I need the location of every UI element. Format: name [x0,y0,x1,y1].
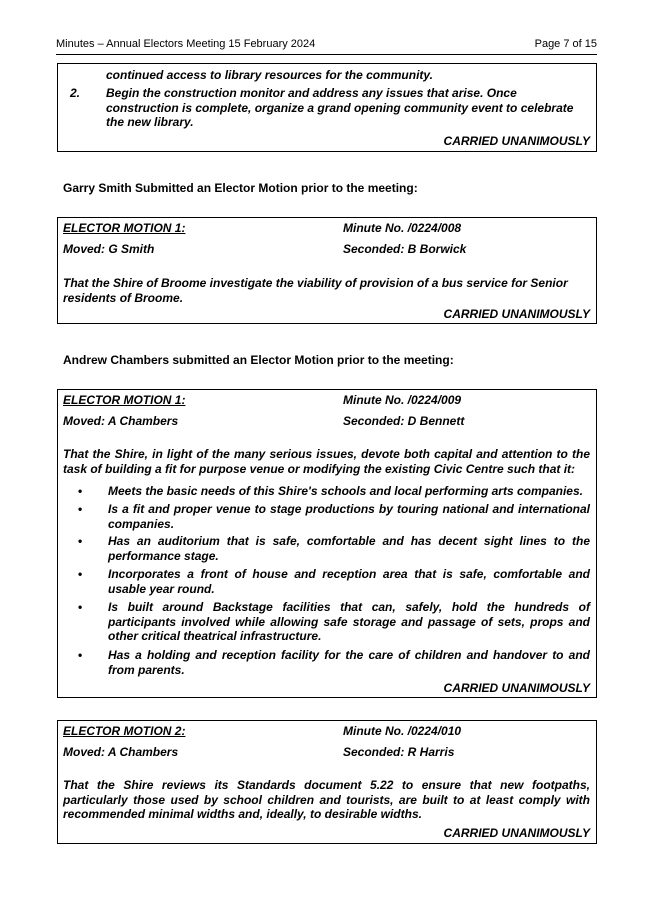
moved-by: Moved: A Chambers [63,745,179,759]
minute-number: Minute No. /0224/009 [343,393,462,407]
item-text: Begin the construction monitor and address any issues that arise. Once construction is complete, organize a grand opening community event to celebrate the new library. [106,86,574,129]
carried-label: CARRIED UNANIMOUSLY [443,134,590,148]
bullet-text: Meets the basic needs of this Shire's schools and local performing arts companies. [108,484,583,498]
minute-number: Minute No. /0224/008 [343,221,462,235]
carried-label: CARRIED UNANIMOUSLY [443,681,590,695]
bullet-icon: • [78,534,83,548]
bullet-icon: • [78,600,83,614]
intro-garry-smith: Garry Smith Submitted an Elector Motion prior to the meeting: [63,181,418,195]
item-number: 2. [70,86,81,100]
elector-motion-box [57,389,597,698]
bullet-icon: • [78,567,83,581]
motion-text: That the Shire, in light of the many serious issues, devote both capital and attention to the task of building a fit for purpose venue or modifying the existing Civic Centre such that it: [63,447,590,476]
elector-motion-box [57,217,597,324]
bullet-text: Incorporates a front of house and reception area that is safe, comfortable and usable year round. [108,567,590,596]
document-title: Minutes – Annual Electors Meeting 15 February 2024 [56,38,316,50]
bullet-icon: • [78,484,83,498]
bullet-icon: • [78,502,83,516]
motion-text: That the Shire reviews its Standards document 5.22 to ensure that new footpaths, particularly those used by school children and tourists, are built to at least comply with recommended minimal widths and, ideally, to desirable widths. [63,778,590,821]
moved-by: Moved: A Chambers [63,414,179,428]
page-number: Page 7 of 15 [534,38,597,50]
bullet-text: Has a holding and reception facility for the care of children and handover to and from parents. [108,648,590,677]
minute-number: Minute No. /0224/010 [343,724,462,738]
bullet-text: Has an auditorium that is safe, comfortable and has decent sight lines to the performance stage. [108,534,590,563]
carried-label: CARRIED UNANIMOUSLY [443,307,590,321]
carried-label: CARRIED UNANIMOUSLY [443,826,590,840]
motion-label: ELECTOR MOTION 1: [63,393,186,407]
moved-by: Moved: G Smith [63,242,155,256]
bullet-text: Is a fit and proper venue to stage productions by touring national and international companies. [108,502,590,531]
bullet-icon: • [78,648,83,662]
motion-text: That the Shire of Broome investigate the viability of provision of a bus service for Senior residents of Broome. [63,276,568,305]
motion-label: ELECTOR MOTION 2: [63,724,186,738]
motion-label: ELECTOR MOTION 1: [63,221,186,235]
seconded-by: Seconded: R Harris [343,745,455,759]
elector-motion-box [57,720,597,844]
bullet-text: Is built around Backstage facilities that can, safely, hold the hundreds of participants involved while allowing safe storage and passage of sets, props and other critical theatrical infrastructure. [108,600,590,643]
continued-motion-box [57,63,597,152]
seconded-by: Seconded: D Bennett [343,414,465,428]
intro-andrew-chambers: Andrew Chambers submitted an Elector Motion prior to the meeting: [63,353,454,367]
page-header [56,37,597,55]
continued-line: continued access to library resources for the community. [106,68,433,82]
seconded-by: Seconded: B Borwick [343,242,467,256]
